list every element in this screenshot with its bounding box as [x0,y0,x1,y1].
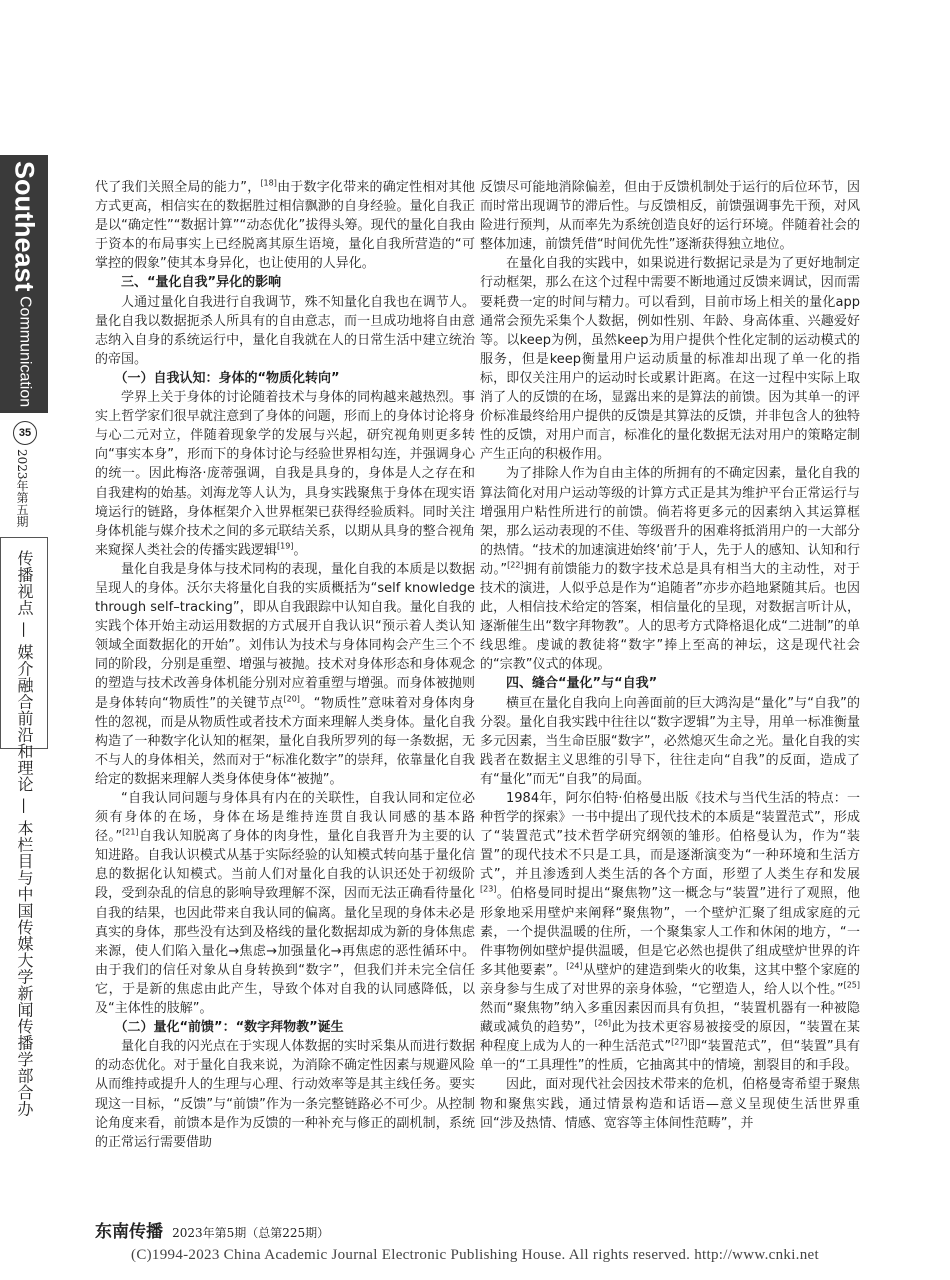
paragraph-text: 学界上关于身体的讨论随着技术与身体的同构越来越热烈。事实上哲学家们很早就注意到了身体的问题，形而上的身体讨论将身与心二元对立，伴随着现象学的发展与兴起，研究视角则更多转向“事实本身”，形而下的身体讨论与经验世界相勾连，并强调身心的统一。因此梅洛·庞蒂强调，自我是具身的，身体是人之存在和自我建构的始基。刘海龙等人认为，具身实践聚焦于身体在现实语境运行的链路，身体框架介入世界框架已获得经验质料。同时关注身体机能与媒介技术之间的多元联结关系，以期从具身的整合视角来窥探人类社会的传播实践逻辑 [95,390,475,558]
body-paragraph [480,464,860,674]
paragraph-text: 即“装置范式”，但“装置”具有单一的“工具理性”的性质，它抽离其中的情境，割裂目的和手段。 [480,1039,860,1074]
body-paragraph [480,694,860,789]
citation-ref: [19] [277,541,294,551]
body-paragraph [95,1037,475,1152]
paragraph-text: “自我认同问题与身体具有内在的关联性，自我认同和定位必须有身体的在场，身体在场是维持连贯自我认同感的基本路径。” [95,791,475,845]
paragraph-text: 量化自我的闪光点在于实现人体数据的实时采集从而进行数据的动态优化。对于量化自我来说，为消除不确定性因素与规避风险从而维持或提升人的生理与心理、行动效率等是其主线任务。要实现这一目标，“反馈”与“前馈”作为一条完整链路必不可少。从控制论角度来看，前馈本是作为反馈的一种补充与修正的副机制，系统的正常运行需要借助 [95,1039,475,1150]
body-paragraph [95,388,475,560]
copyright-notice: (C)1994-2023 China Academic Journal Electronic Publishing House. All rights reserved. http://www.cnki.net [131,1247,819,1263]
page-number-badge: 35 [13,421,37,445]
citation-ref: [27] [671,1037,688,1047]
paragraph-text: 因此，面对现代社会因技术带来的危机，伯格曼寄希望于聚焦物和聚焦实践，通过情景构造和话语—意义呈现使生活世界重回“涉及热情、情感、宽容等主体间性范畴”，并 [480,1077,860,1131]
subsection-heading: （二）量化“前馈”：“数字拜物教”诞生 [114,1020,344,1036]
body-paragraph [480,789,860,1075]
citation-ref: [21] [122,827,139,837]
footer-issue: 2023年第5期（总第225期） [172,1226,330,1240]
citation-ref: [23] [480,885,497,895]
citation-ref: [22] [507,560,524,570]
section-heading: 四、缝合“量化”与“自我” [506,676,658,692]
body-paragraph [95,560,475,789]
paragraph-text: 在量化自我的实践中，如果说进行数据记录是为了更好地制定行动框架，那么在这个过程中需要不断地通过反馈来调试，因而需要耗费一定的时间与精力。可以看到，目前市场上相关的量化app通常会预先采集个人数据，例如性别、年龄、身高体重、兴趣爱好等。以keep为例，虽然keep为用户提供个性化定制的运动模式的服务，但是keep衡量用户运动质量的标准却出现了单一化的指标，即仅关注用户的运动时长或累计距离。在这一过程中实际上取消了人的反馈的在场，显露出来的是算法的前馈。因为其单一的评价标准最终给用户提供的反馈是其算法的反馈，并非包含人的独特性的反馈，对用户而言，标准化的量化数据无法对用户的策略定制产生正向的积极作用。 [480,256,860,463]
paragraph-text: 然而“聚焦物”纳入多重因素因而具有负担，“装置机器有一种被隐藏或减负的趋势”， [480,1001,860,1036]
citation-ref: [26] [594,1018,612,1028]
article-column-right [480,178,860,1133]
citation-ref: [24] [566,961,583,971]
paragraph-text: 。伯格曼同时提出“聚焦物”这一概念与“装置”进行了观照，他形象地采用壁炉来阐释“聚焦物”，一个壁炉汇聚了组成家庭的元素，一个提供温暖的住所，一个聚集家人工作和休闲的地方，“一件事物例如壁炉提供温暖，但是它必然也提供了组成壁炉世界的许多其他要素”。 [480,886,860,978]
paragraph-text: 量化自我是身体与技术同构的表现，量化自我的本质是以数据呈现人的身体。沃尔夫将量化自我的实质概括为“self knowledge through self–tracking”，即从自我跟踪中认知自我。量化自我的实践个体开始主动运用数据的方式展开自我认识“预示着人类认知领域全面数据化的开始”。刘伟认为技术与身体同构会产生三个不同的阶段，分别是重塑、增强与被抛。技术对身体形态和身体观念的塑造与技术改善身体机能分别对应着重塑与增强。而身体被抛则是身体转向“物质性”的关键节点 [95,561,475,711]
paragraph-text: 。 [293,542,307,558]
body-paragraph [95,178,475,273]
paragraph-text: 。“物质性”意味着对身体肉身性的忽视，而是从物质性或者技术方面来理解人类身体。量化自我构造了一种数字化认知的框架，量化自我所罗列的每一条数据，无不与人的身体相关，然而对于“标准化数字”的崇拜，依靠量化自我给定的数据来理解人类身体使身体“被抛”。 [95,695,475,787]
body-paragraph [95,789,475,1018]
page-footer [95,1217,329,1242]
journal-brand [9,161,40,407]
body-paragraph [480,254,860,464]
body-paragraph [95,293,475,369]
paragraph-text: 1984年，阿尔伯特·伯格曼出版《技术与当代生活的特点：一种哲学的探索》一书中提出了现代技术的本质是“装置范式”，形成了“装置范式”技术哲学研究纲领的雏形。伯格曼认为，作为“装置”的现代技术不只是工具，而是逐渐演变为“一种环境和生活方式”，并且渗透到人类生活的各个方面，形塑了人类生存和发展 [480,791,860,883]
journal-name-bold: Southeast [9,160,40,292]
paragraph-text: 为了排除人作为自由主体的所拥有的不确定因素，量化自我的算法简化对用户运动等级的计算方式正是其为维护平台正常运行与增强用户粘性所进行的前馈。倘若将更多元的因素纳入其运算框架，那么运动表现的不佳、等级晋升的困难将抵消用户的一大部分的热情。“技术的加速演进始终‘前’于人，先于人的感知、认知和行动。” [480,466,860,577]
section-title: 传播视点 — 媒介融合前沿和理论 — 本栏目与中国传媒大学新闻传播学部合办 [15,550,34,1117]
journal-brand-block [0,155,48,413]
article-column-left [95,178,475,1152]
paragraph-text: 横亘在量化自我向上向善面前的巨大鸿沟是“量化”与“自我”的分裂。量化自我实践中往往以“数字逻辑”为主导，用单一标准衡量多元因素，当生命臣服“数字”，必然熄灭生命之光。量化自我的实践者在数据主义思维的引导下，往往走向“自我”的反面，造成了有“量化”而无“自我”的局面。 [480,695,860,787]
section-heading: 三、“量化自我”异化的影响 [121,275,282,291]
paragraph-text: 自我认知脱离了身体的肉身性，量化自我晋升为主要的认知进路。自我认识模式从基于实际经验的认知模式转向基于量化信息的数据化认知模式。当前人们对量化自我的认识还处于初级阶段，受到杂乱的信息的影响导致理解不深，因而无法正确看待量化自我的结果，也因此带来自我认同的偏离。量化呈现的身体未必是真实的身体，那些没有达到及格线的量化数据却成为新的身体焦虑来源，使人们陷入量化→焦虑→加强量化→再焦虑的恶性循环中。由于我们的信任对象从自身转换到“数字”，但我们并未完全信任它，于是新的焦虑由此产生，导致个体对自我的认同感降低，以及“主体性的肢解”。 [95,829,475,1017]
paragraph-text: 由于数字化带来的确定性相对其他方式更高，相信实在的数据胜过相信飘渺的自身经验。量化自我正是以“确定性”“数据计算”“动态优化”拔得头筹。现代的量化自我由于资本的布局事实上已经脱离其原生语境，量化自我所营造的“可掌控的假象”使其本身异化，也让使用的人异化。 [95,180,475,272]
citation-ref: [25] [843,980,860,990]
body-paragraph [480,1075,860,1132]
footer-journal-name: 东南传播 [95,1222,163,1242]
paragraph-text: 反馈尽可能地消除偏差，但由于反馈机制处于运行的后位环节，因而时常出现调节的滞后性。与反馈相反，前馈强调事先干预，对风险进行预判，从而率先为系统创造良好的运行环境。伴随着社会的整体加速，前馈凭借“时间优先性”逐渐获得独立地位。 [480,180,860,253]
body-paragraph [480,178,860,254]
paragraph-text: 拥有前馈能力的数字技术总是具有相当大的主动性，对于技术的演进，人似乎总是作为“追随者”亦步亦趋地紧随其后。也因此，人相信技术给定的答案，相信量化的呈现，对数据言听计从，逐渐催生出“数字拜物教”。人的思考方式降格退化成“二进制”的单线思维。虔诚的教徒将“数字”捧上至高的神坛，这是现代社会的“宗教”仪式的体现。 [480,561,860,673]
paragraph-text: 人通过量化自我进行自我调节，殊不知量化自我也在调节人。量化自我以数据扼杀人所具有的自由意志，而一旦成功地将自由意志纳入自身的系统运行中，量化自我就在人的日常生活中建立统治的帝国。 [95,294,475,367]
paragraph-text: 代了我们关照全局的能力”， [95,180,261,195]
citation-ref: [20] [283,694,300,704]
journal-name-light: Communication [16,295,34,408]
subsection-heading: （一）自我认知：身体的“物质化转向” [114,370,340,386]
issue-year: 2023年第五期 [15,449,29,528]
paragraph-text: 此为技术更容易被接受的原因，“装置在某种程度上成为人的一种生活范式” [480,1020,860,1055]
paragraph-text: 从壁炉的建造到柴火的收集，这其中整个家庭的亲身参与生成了对世界的亲身体验，“它塑造人，给人以个性。” [480,962,860,997]
citation-ref: [18] [260,178,277,188]
journal-sidebar [0,155,50,1130]
